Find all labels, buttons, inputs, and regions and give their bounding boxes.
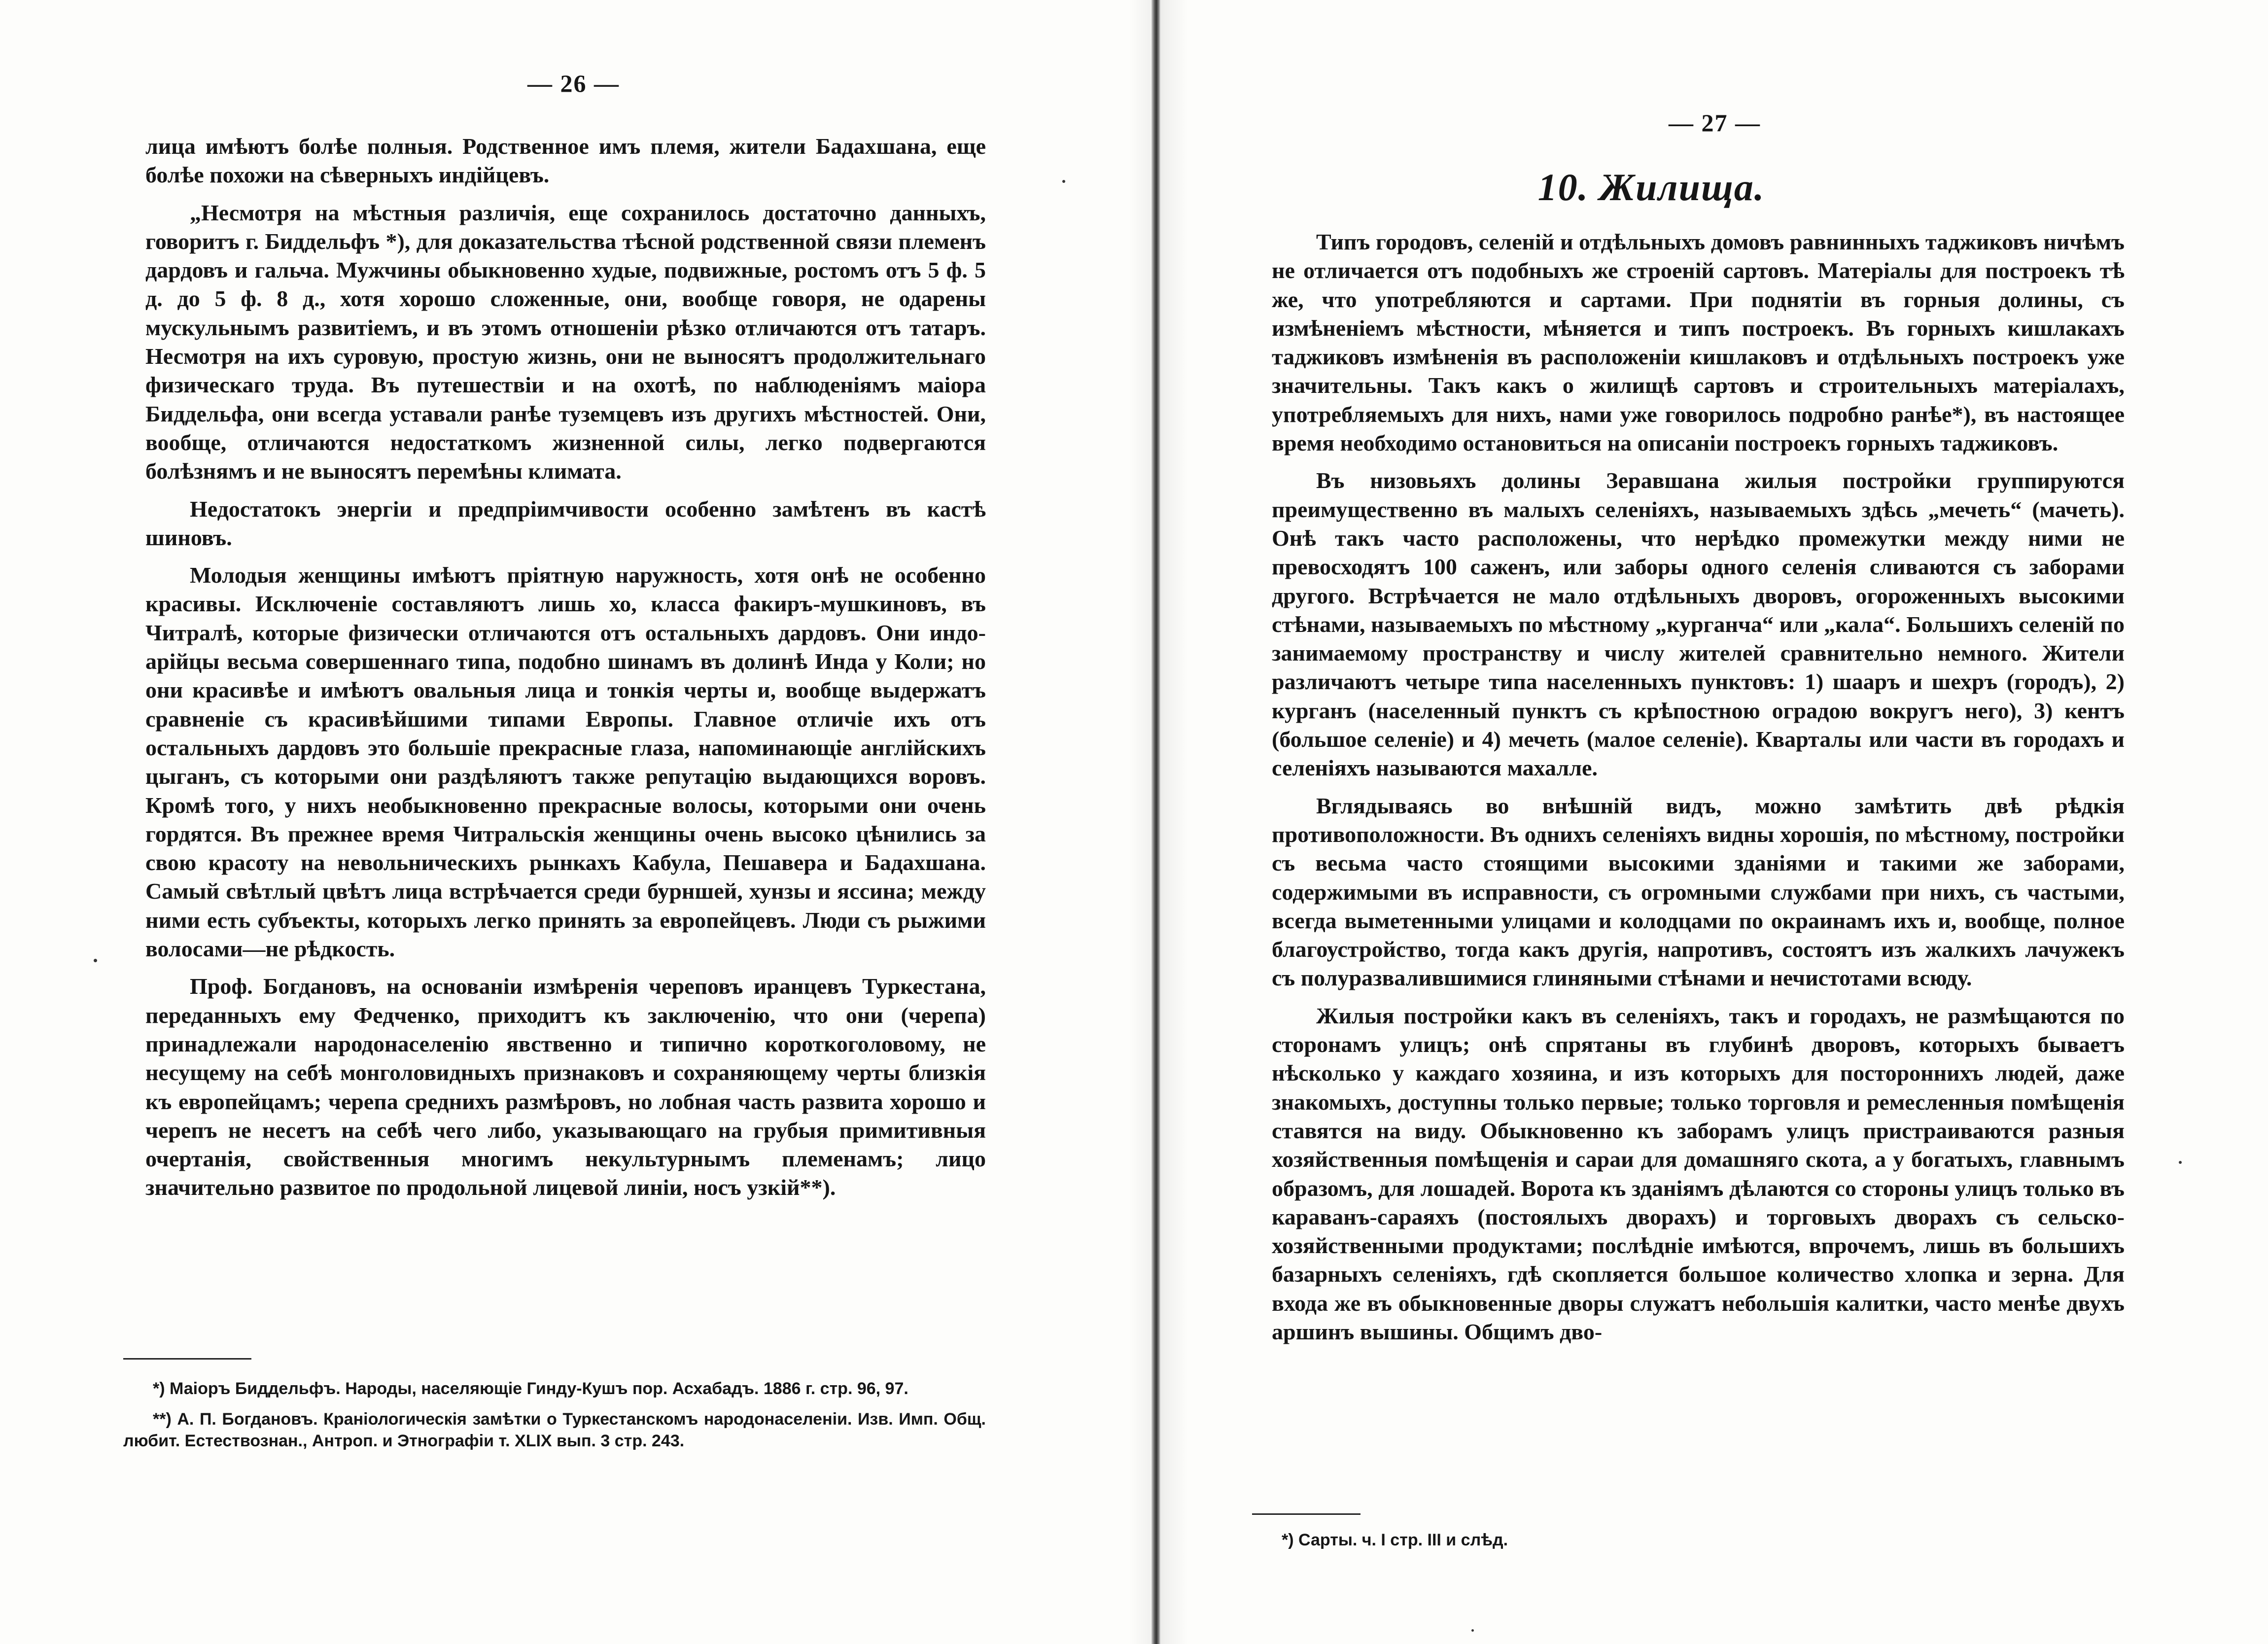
right-footnote-rule (1252, 1513, 1361, 1515)
left-paragraph-3: Недостатокъ энергіи и предпріимчивости особенно замѣтенъ въ кастѣ шиновъ. (145, 496, 986, 550)
chapter-title: 10. Жилища. (1537, 166, 1765, 209)
left-body-text (145, 132, 986, 1211)
scan-speck (1471, 1629, 1474, 1632)
right-body-text (1272, 228, 2125, 1355)
left-paragraph-4: Молодыя женщины имѣютъ пріятную наружность, хотя онѣ не особенно красивы. Исключеніе составляютъ лишь хо, класса факиръ-мушкиновъ, въ Читралѣ, которые физически отличаются отъ остальныхъ дардовъ. Они индо-арійцы весьма совершеннаго типа, подобно шинамъ въ долинѣ Инда у Коли; но они красивѣе и имѣютъ овальныя лица и тонкія черты и, вообще выдержатъ сравненіе съ красивѣйшими типами Европы. Главное отличіе ихъ отъ остальныхъ дардовъ это большіе прекрасные глаза, напоминающіе англійскихъ цыганъ, съ которыми они раздѣляютъ также репутацію выдающихся воровъ. Кромѣ того, у нихъ необыкновенно прекрасные волосы, которыми они очень гордятся. Въ прежнее время Читральскія женщины очень высоко цѣнились за свою красоту на невольническихъ рынкахъ Кабула, Пешавера и Бадахшана. Самый свѣтлый цвѣтъ лица встрѣчается среди бурншей, хунзы и яссина; между ними есть субъекты, которыхъ легко принять за европейцевъ. Люди съ рыжими волосами—не рѣдкость. (145, 562, 986, 962)
left-paragraph-1: лица имѣютъ болѣе полныя. Родственное имъ племя, жители Бадахшана, еще болѣе похожи на сѣверныхъ индійцевъ. (145, 134, 986, 188)
right-paragraph-1: Типъ городовъ, селеній и отдѣльныхъ домовъ равнинныхъ таджиковъ ничѣмъ не отличается отъ подобныхъ же строеній сартовъ. Матеріалы для построекъ тѣ же, что употребляются и сартами. При поднятіи въ горныя долины, съ измѣненіемъ мѣстности, мѣняется и типъ построекъ. Въ горныхъ кишлакахъ таджиковъ измѣненія въ расположеніи кишлаковъ и отдѣльныхъ построекъ уже значительны. Такъ какъ о жилищѣ сартовъ и строительныхъ матеріалахъ, употребляемыхъ для нихъ, нами уже говорилось подробно ранѣе*), въ настоящее время необходимо остановиться на описаніи построекъ горныхъ таджиковъ. (1272, 229, 2125, 456)
right-footnote-1: *) Сарты. ч. I стр. III и слѣд. (1282, 1531, 1508, 1549)
scan-speck (94, 959, 97, 962)
scan-speck (2179, 1161, 2182, 1164)
left-paragraph-5: Проф. Богдановъ, на основаніи измѣренія череповъ иранцевъ Туркестана, переданныхъ ему Федченко, приходитъ къ заключенію, что они (черепа) принадлежали народонаселенію явственно и типично короткоголовому, не несущему на себѣ монголовидныхъ признаковъ и сохраняющему черты близкія къ европейцамъ; черепа среднихъ размѣровъ, но лобная часть развита хорошо и черепъ не несетъ на себѣ чего либо, указывающаго на грубыя примитивныя очертанія, свойственныя многимъ некультурнымъ племенамъ; лицо значительно развитое по продольной лицевой линіи, носъ узкій**). (145, 974, 986, 1200)
left-paragraph-2: „Несмотря на мѣстныя различія, еще сохранилось достаточно данныхъ, говоритъ г. Биддельфъ *), для доказательства тѣсной родственной связи племенъ дардовъ и гальча. Мужчины обыкновенно худые, подвижные, ростомъ отъ 5 ф. 5 д. до 5 ф. 8 д., хотя хорошо сложенные, они, вообще говоря, не одарены мускульнымъ развитіемъ, и въ этомъ отношеніи рѣзко отличаются отъ татаръ. Несмотря на ихъ суровую, простую жизнь, они не выносятъ продолжительнаго физическаго труда. Въ путешествіи и на охотѣ, по наблюденіямъ маіора Биддельфа, они всегда уставали ранѣе туземцевъ изъ другихъ мѣстностей. Они, вообще, отличаются недостаткомъ жизненной силы, легко подвергаются болѣзнямъ и не выносятъ перемѣны климата. (145, 200, 986, 484)
left-footnote-2: **) А. П. Богдановъ. Краніологическія замѣтки о Туркестанскомъ народонаселеніи. Изв. Имп. Общ. любит. Естествознан., Антроп. и Этнографіи т. XLIX вып. 3 стр. 243. (123, 1410, 986, 1450)
right-footnotes (1252, 1529, 2090, 1560)
right-paragraph-2: Въ низовьяхъ долины Зеравшана жилыя постройки группируются преимущественно въ малыхъ селеніяхъ, называемыхъ здѣсь „мечеть“ (мачеть). Онѣ такъ часто расположены, что нерѣдко промежутки между ними не превосходятъ 100 саженъ, или заборы одного селенія сливаются съ заборами другого. Встрѣчается не мало отдѣльныхъ дворовъ, огороженныхъ высокими стѣнами, называемыхъ по мѣстному „курганча“ или „кала“. Большихъ селеній по занимаемому пространству и числу жителей сравнительно немного. Жители различаютъ четыре типа населенныхъ пунктовъ: 1) шааръ и шехръ (городъ), 2) курганъ (населенный пунктъ съ крѣпостною оградою вокругъ него), 3) кентъ (большое селеніе) и 4) мечеть (малое селеніе). Кварталы или части въ городахъ и селеніяхъ называются махалле. (1272, 468, 2125, 781)
scan-speck (1062, 180, 1065, 183)
left-footnote-rule (123, 1358, 251, 1360)
right-paragraph-3: Вглядываясь во внѣшній видъ, можно замѣтить двѣ рѣдкія противоположности. Въ однихъ селеніяхъ видны хорошія, по мѣстному, постройки съ весьма часто стоящими высокими зданіями и такими же заборами, содержимыми въ исправности, съ огромными службами при нихъ, съ частыми, всегда выметенными улицами и колодцами по окраинамъ ихъ и, вообще, полное благоустройство, тогда какъ другія, напротивъ, состоятъ изъ жалкихъ лачужекъ съ полуразвалившимися глиняными стѣнами и нечистотами всюду. (1272, 793, 2125, 991)
right-page (1134, 0, 2268, 1644)
page-number-right: — 27 — (1669, 109, 1761, 137)
right-paragraph-4: Жилыя постройки какъ въ селеніяхъ, такъ и городахъ, не размѣщаются по сторонамъ улицъ; онѣ спрятаны въ глубинѣ дворовъ, которыхъ бываетъ нѣсколько у каждаго хозяина, и изъ которыхъ для постороннихъ людей, даже знакомыхъ, доступны только первые; только торговля и ремесленныя помѣщенія ставятся на виду. Обыкновенно къ заборамъ улицъ пристраиваются разныя хозяйственныя помѣщенія и сараи для домашняго скота, а у богатыхъ, главнымъ образомъ, для лошадей. Ворота къ зданіямъ дѣлаются со стороны улицъ только въ караванъ-сараяхъ (постоялыхъ дворахъ) и торговыхъ дворахъ съ сельско-хозяйственными продуктами; послѣдніе имѣются, впрочемъ, лишь въ большихъ базарныхъ селеніяхъ, гдѣ скопляется большое количество хлопка и зерна. Для входа же въ обыкновенные дворы служатъ небольшія калитки, часто менѣе двухъ аршинъ вышины. Общимъ дво- (1272, 1003, 2125, 1344)
page-number-left: — 26 — (527, 70, 620, 97)
left-footnote-1: *) Маіоръ Биддельфъ. Народы, населяющіе Гинду-Кушъ пор. Асхабадъ. 1886 г. стр. 96, 97. (153, 1379, 908, 1398)
left-footnotes (123, 1378, 986, 1461)
